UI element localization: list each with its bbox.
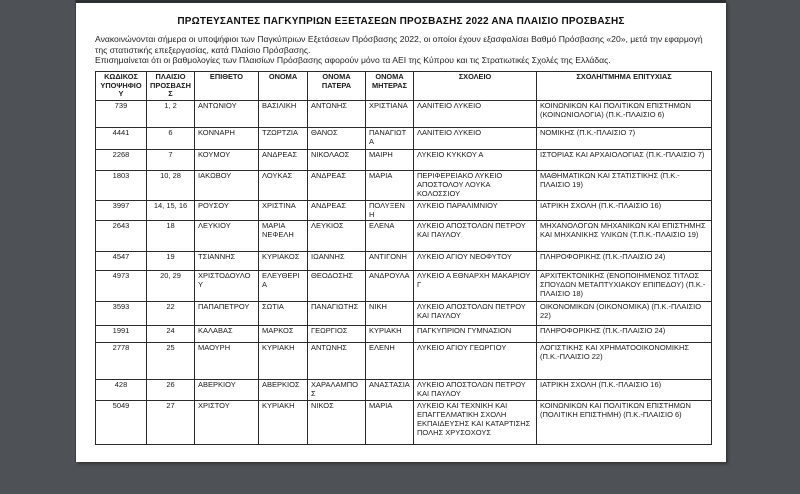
cell-first-name: ΣΩΤΙΑ [259, 302, 308, 326]
cell-mother-name: ΑΝΔΡΟΥΛΑ [366, 271, 414, 302]
document-title: ΠΡΩΤΕΥΣΑΝΤΕΣ ΠΑΓΚΥΠΡΙΩΝ ΕΞΕΤΑΣΕΩΝ ΠΡΟΣΒΑΣΗΣ 2022 ΑΝΑ ΠΛΑΙΣΙΟ ΠΡΟΣΒΑΣΗΣ [177, 16, 625, 27]
cell-first-name: ΕΛΕΥΘΕΡΙΑ [259, 271, 308, 302]
table-row [96, 101, 712, 128]
column-header-mother-name: ΟΝΟΜΑ ΜΗΤΕΡΑΣ [366, 71, 414, 100]
cell-access-frame: 20, 29 [147, 271, 195, 302]
cell-first-name: ΜΑΡΙΑ ΝΕΦΕΛΗ [259, 221, 308, 252]
cell-surname: ΤΣΙΑΝΝΗΣ [195, 252, 259, 271]
table-row [96, 128, 712, 150]
column-header-surname: ΕΠΙΘΕΤΟ [195, 71, 259, 100]
cell-school: ΛΥΚΕΙΟ ΚΑΙ ΤΕΧΝΙΚΗ ΚΑΙ ΕΠΑΓΓΕΛΜΑΤΙΚΗ ΣΧΟΛΗ ΕΚΠΑΙΔΕΥΣΗΣ ΚΑΙ ΚΑΤΑΡΤΙΣΗΣ ΠΟΛΗΣ ΧΡΥΣΟΧΟΥΣ [414, 401, 537, 445]
cell-school-department: ΙΑΤΡΙΚΗ ΣΧΟΛΗ (Π.Κ.-ΠΛΑΙΣΙΟ 16) [537, 380, 712, 401]
cell-school: ΛΥΚΕΙΟ ΑΓΙΟΥ ΓΕΩΡΓΙΟΥ [414, 343, 537, 380]
cell-surname: ΑΝΤΩΝΙΟΥ [195, 101, 259, 128]
cell-school-department: ΜΑΘΗΜΑΤΙΚΩΝ ΚΑΙ ΣΤΑΤΙΣΤΙΚΗΣ (Π.Κ.-ΠΛΑΙΣΙΟ 19) [537, 171, 712, 201]
cell-mother-name: ΜΑΙΡΗ [366, 150, 414, 171]
cell-access-frame: 25 [147, 343, 195, 380]
cell-surname: ΛΕΥΚΙΟΥ [195, 221, 259, 252]
cell-father-name: ΧΑΡΑΛΑΜΠΟΣ [308, 380, 366, 401]
cell-school-department: ΛΟΓΙΣΤΙΚΗΣ ΚΑΙ ΧΡΗΜΑΤΟΟΙΚΟΝΟΜΙΚΗΣ (Π.Κ.-ΠΛΑΙΣΙΟ 22) [537, 343, 712, 380]
cell-mother-name: ΠΟΛΥΞΕΝΗ [366, 200, 414, 221]
cell-school: ΛΥΚΕΙΟ ΚΥΚΚΟΥ Α [414, 150, 537, 171]
cell-school: ΛΥΚΕΙΟ Α ΕΘΝΑΡΧΗ ΜΑΚΑΡΙΟΥ Γ [414, 271, 537, 302]
cell-first-name: ΛΟΥΚΑΣ [259, 171, 308, 201]
cell-father-name: ΝΙΚΟΛΑΟΣ [308, 150, 366, 171]
cell-father-name: ΑΝΔΡΕΑΣ [308, 200, 366, 221]
cell-mother-name: ΑΝΑΣΤΑΣΙΑ [366, 380, 414, 401]
cell-school: ΛΥΚΕΙΟ ΑΠΟΣΤΟΛΩΝ ΠΕΤΡΟΥ ΚΑΙ ΠΑΥΛΟΥ [414, 302, 537, 326]
cell-surname: ΡΟΥΣΟΥ [195, 200, 259, 221]
cell-school-department: ΠΛΗΡΟΦΟΡΙΚΗΣ (Π.Κ.-ΠΛΑΙΣΙΟ 24) [537, 326, 712, 343]
cell-code: 1991 [96, 326, 147, 343]
cell-father-name: ΓΕΩΡΓΙΟΣ [308, 326, 366, 343]
cell-access-frame: 1, 2 [147, 101, 195, 128]
cell-first-name: ΤΖΩΡΤΖΙΑ [259, 128, 308, 150]
cell-code: 3997 [96, 200, 147, 221]
table-row [96, 380, 712, 401]
cell-father-name: ΘΑΝΟΣ [308, 128, 366, 150]
header-row [96, 71, 712, 100]
cell-school-department: ΚΟΙΝΩΝΙΚΩΝ ΚΑΙ ΠΟΛΙΤΙΚΩΝ ΕΠΙΣΤΗΜΩΝ (ΠΟΛΙΤΙΚΗ ΕΠΙΣΤΗΜΗ) (Π.Κ.-ΠΛΑΙΣΙΟ 6) [537, 401, 712, 445]
cell-father-name: ΙΩΑΝΝΗΣ [308, 252, 366, 271]
cell-first-name: ΑΒΕΡΚΙΟΣ [259, 380, 308, 401]
cell-school: ΛΑΝΙΤΕΙΟ ΛΥΚΕΙΟ [414, 128, 537, 150]
cell-school-department: ΙΣΤΟΡΙΑΣ ΚΑΙ ΑΡΧΑΙΟΛΟΓΙΑΣ (Π.Κ.-ΠΛΑΙΣΙΟ 7) [537, 150, 712, 171]
cell-school-department: ΟΙΚΟΝΟΜΙΚΩΝ (ΟΙΚΟΝΟΜΙΚΑ) (Π.Κ.-ΠΛΑΙΣΙΟ 22) [537, 302, 712, 326]
cell-surname: ΠΑΠΑΠΕΤΡΟΥ [195, 302, 259, 326]
cell-mother-name: ΧΡΙΣΤΙΑΝΑ [366, 101, 414, 128]
cell-access-frame: 24 [147, 326, 195, 343]
cell-access-frame: 22 [147, 302, 195, 326]
cell-school-department: ΜΗΧΑΝΟΛΟΓΩΝ ΜΗΧΑΝΙΚΩΝ ΚΑΙ ΕΠΙΣΤΗΜΗΣ ΚΑΙ ΜΗΧΑΝΙΚΗΣ ΥΛΙΚΩΝ (Τ.Π.Κ.-ΠΛΑΙΣΙΟ 19) [537, 221, 712, 252]
intro-text [95, 34, 711, 66]
intro-paragraph-2: Επισημαίνεται ότι οι βαθμολογίες των Πλαισίων Πρόσβασης αφορούν μόνο τα ΑΕΙ της Κύπρου και τις Στρατιωτικές Σχολές της Ελλάδας. [95, 55, 611, 66]
cell-access-frame: 19 [147, 252, 195, 271]
intro-paragraph-1: Ανακοινώνονται σήμερα οι υποψήφιοι των Παγκύπριων Εξετάσεων Πρόσβασης 2022, οι οποίοι έχουν εξασφαλίσει Βαθμό Πρόσβασης «20», μετά την εφαρμογή της στατιστικής επεξεργασίας, κατά Πλαίσιο Πρόσβασης. [95, 34, 703, 55]
cell-mother-name: ΕΛΕΝΑ [366, 221, 414, 252]
table-row [96, 200, 712, 221]
cell-surname: ΚΑΛΑΒΑΣ [195, 326, 259, 343]
cell-school: ΛΥΚΕΙΟ ΑΓΙΟΥ ΝΕΟΦΥΤΟΥ [414, 252, 537, 271]
cell-access-frame: 26 [147, 380, 195, 401]
cell-first-name: ΧΡΙΣΤΙΝΑ [259, 200, 308, 221]
column-header-first-name: ΟΝΟΜΑ [259, 71, 308, 100]
cell-access-frame: 7 [147, 150, 195, 171]
cell-school-department: ΑΡΧΙΤΕΚΤΟΝΙΚΗΣ (ΕΝΟΠΟΙΗΜΕΝΟΣ ΤΙΤΛΟΣ ΣΠΟΥΔΩΝ ΜΕΤΑΠΤΥΧΙΑΚΟΥ ΕΠΙΠΕΔΟΥ) (Π.Κ.-ΠΛΑΙΣΙΟ 18) [537, 271, 712, 302]
cell-access-frame: 27 [147, 401, 195, 445]
cell-code: 2778 [96, 343, 147, 380]
cell-surname: ΧΡΙΣΤΟΔΟΥΛΟΥ [195, 271, 259, 302]
cell-surname: ΙΑΚΩΒΟΥ [195, 171, 259, 201]
cell-code: 4441 [96, 128, 147, 150]
cell-first-name: ΑΝΔΡΕΑΣ [259, 150, 308, 171]
cell-surname: ΧΡΙΣΤΟΥ [195, 401, 259, 445]
document-page [76, 0, 726, 462]
cell-code: 428 [96, 380, 147, 401]
results-table-body [96, 101, 712, 445]
column-header-school: ΣΧΟΛΕΙΟ [414, 71, 537, 100]
results-table-header [96, 71, 712, 100]
column-header-code: ΚΩΔΙΚΟΣ ΥΠΟΨΗΦΙΟΥ [96, 71, 147, 100]
cell-mother-name: ΝΙΚΗ [366, 302, 414, 326]
results-table [95, 71, 712, 445]
cell-father-name: ΑΝΤΩΝΗΣ [308, 101, 366, 128]
cell-code: 1803 [96, 171, 147, 201]
column-header-father-name: ΟΝΟΜΑ ΠΑΤΕΡΑ [308, 71, 366, 100]
cell-first-name: ΚΥΡΙΑΚΗ [259, 401, 308, 445]
cell-code: 739 [96, 101, 147, 128]
cell-school: ΛΑΝΙΤΕΙΟ ΛΥΚΕΙΟ [414, 101, 537, 128]
cell-surname: ΜΑΟΥΡΗ [195, 343, 259, 380]
table-row [96, 343, 712, 380]
cell-access-frame: 18 [147, 221, 195, 252]
cell-first-name: ΚΥΡΙΑΚΗ [259, 343, 308, 380]
cell-mother-name: ΜΑΡΙΑ [366, 171, 414, 201]
cell-surname: ΚΟΥΜΟΥ [195, 150, 259, 171]
table-row [96, 271, 712, 302]
cell-mother-name: ΠΑΝΑΓΙΩΤΑ [366, 128, 414, 150]
cell-first-name: ΜΑΡΚΟΣ [259, 326, 308, 343]
cell-code: 2643 [96, 221, 147, 252]
cell-father-name: ΘΕΟΔΟΣΗΣ [308, 271, 366, 302]
table-row [96, 221, 712, 252]
page-top-edge [76, 0, 726, 3]
cell-school: ΠΕΡΙΦΕΡΕΙΑΚΟ ΛΥΚΕΙΟ ΑΠΟΣΤΟΛΟΥ ΛΟΥΚΑ ΚΟΛΟΣΣΙΟΥ [414, 171, 537, 201]
cell-access-frame: 6 [147, 128, 195, 150]
cell-mother-name: ΑΝΤΙΓΟΝΗ [366, 252, 414, 271]
table-row [96, 302, 712, 326]
cell-mother-name: ΜΑΡΙΑ [366, 401, 414, 445]
table-row [96, 171, 712, 201]
cell-code: 3593 [96, 302, 147, 326]
cell-father-name: ΠΑΝΑΓΙΩΤΗΣ [308, 302, 366, 326]
column-header-school-department: ΣΧΟΛΗ/ΤΜΗΜΑ ΕΠΙΤΥΧΙΑΣ [537, 71, 712, 100]
cell-school-department: ΝΟΜΙΚΗΣ (Π.Κ.-ΠΛΑΙΣΙΟ 7) [537, 128, 712, 150]
cell-school: ΛΥΚΕΙΟ ΑΠΟΣΤΟΛΩΝ ΠΕΤΡΟΥ ΚΑΙ ΠΑΥΛΟΥ [414, 380, 537, 401]
table-row [96, 150, 712, 171]
cell-father-name: ΛΕΥΚΙΟΣ [308, 221, 366, 252]
cell-mother-name: ΕΛΕΝΗ [366, 343, 414, 380]
cell-access-frame: 14, 15, 16 [147, 200, 195, 221]
cell-school: ΠΑΓΚΥΠΡΙΟΝ ΓΥΜΝΑΣΙΟΝ [414, 326, 537, 343]
cell-school: ΛΥΚΕΙΟ ΑΠΟΣΤΟΛΩΝ ΠΕΤΡΟΥ ΚΑΙ ΠΑΥΛΟΥ [414, 221, 537, 252]
cell-first-name: ΚΥΡΙΑΚΟΣ [259, 252, 308, 271]
cell-school-department: ΚΟΙΝΩΝΙΚΩΝ ΚΑΙ ΠΟΛΙΤΙΚΩΝ ΕΠΙΣΤΗΜΩΝ (ΚΟΙΝΩΝΙΟΛΟΓΙΑ) (Π.Κ.-ΠΛΑΙΣΙΟ 6) [537, 101, 712, 128]
cell-school-department: ΙΑΤΡΙΚΗ ΣΧΟΛΗ (Π.Κ.-ΠΛΑΙΣΙΟ 16) [537, 200, 712, 221]
cell-school: ΛΥΚΕΙΟ ΠΑΡΑΛΙΜΝΙΟΥ [414, 200, 537, 221]
table-row [96, 401, 712, 445]
cell-mother-name: ΚΥΡΙΑΚΗ [366, 326, 414, 343]
column-header-access-frame: ΠΛΑΙΣΙΟ ΠΡΟΣΒΑΣΗΣ [147, 71, 195, 100]
cell-code: 4547 [96, 252, 147, 271]
cell-first-name: ΒΑΣΙΛΙΚΗ [259, 101, 308, 128]
cell-access-frame: 10, 28 [147, 171, 195, 201]
cell-surname: ΑΒΕΡΚΙΟΥ [195, 380, 259, 401]
cell-father-name: ΝΙΚΟΣ [308, 401, 366, 445]
cell-code: 2268 [96, 150, 147, 171]
cell-code: 4973 [96, 271, 147, 302]
table-row [96, 252, 712, 271]
cell-father-name: ΑΝΔΡΕΑΣ [308, 171, 366, 201]
cell-surname: ΚΟΝΝΑΡΗ [195, 128, 259, 150]
cell-school-department: ΠΛΗΡΟΦΟΡΙΚΗΣ (Π.Κ.-ΠΛΑΙΣΙΟ 24) [537, 252, 712, 271]
cell-father-name: ΑΝΤΩΝΗΣ [308, 343, 366, 380]
table-row [96, 326, 712, 343]
cell-code: 5049 [96, 401, 147, 445]
